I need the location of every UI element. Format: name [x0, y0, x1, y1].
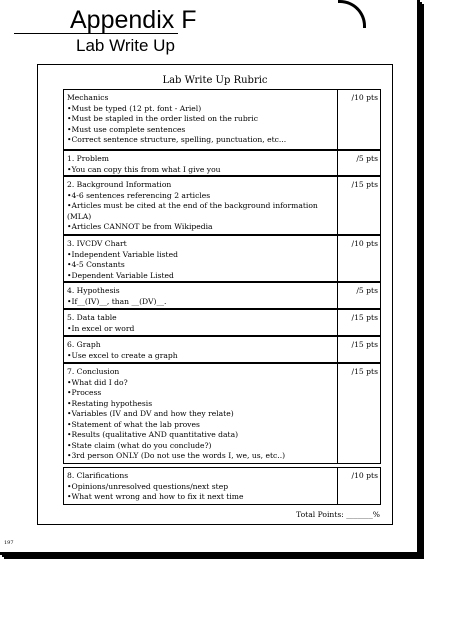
row-heading: 7. Conclusion	[67, 367, 120, 376]
rubric-row-criteria	[64, 364, 338, 463]
row-bullet: •You can copy this from what I give you	[67, 164, 221, 174]
row-heading: Mechanics	[67, 93, 109, 102]
row-bullet: •If__(IV)__, than __(DV)__.	[67, 296, 167, 306]
row-bullet: •What did I do?	[67, 377, 128, 387]
rubric-row-criteria	[64, 236, 338, 281]
rubric-row-graph	[63, 336, 381, 363]
rubric-row-points: /10 pts	[351, 471, 378, 480]
row-bullet: •Results (qualitative AND quantitative data)	[67, 430, 239, 439]
row-bullet: •Use excel to create a graph	[67, 350, 178, 360]
rubric-row-points: /10 pts	[351, 93, 378, 102]
row-bullet: •What went wrong and how to fix it next time	[67, 492, 244, 501]
rubric-row-criteria	[64, 177, 338, 234]
rubric-row-conclusion	[63, 363, 381, 464]
title-underline	[14, 33, 178, 34]
row-heading: 6. Graph	[67, 340, 101, 349]
rubric-row-points: /5 pts	[356, 286, 378, 295]
page-number: 197	[4, 540, 14, 546]
row-bullet: •Must be stapled in the order listed on the rubric	[67, 114, 258, 123]
row-bullet: (MLA)	[67, 211, 92, 221]
rubric-title: Lab Write Up Rubric	[162, 75, 268, 86]
row-bullet: •Statement of what the lab proves	[67, 419, 200, 429]
row-bullet: •3rd person ONLY (Do not use the words I, we, us, etc..)	[67, 451, 286, 460]
row-bullet: •Variables (IV and DV and how they relate)	[67, 409, 234, 418]
row-bullet: •Correct sentence structure, spelling, punctuation, etc...	[67, 135, 287, 144]
total-points: Total Points: _______%	[296, 510, 380, 519]
rubric-row-criteria	[64, 337, 338, 362]
rubric-row-points: /10 pts	[351, 239, 378, 248]
rubric-row-criteria	[64, 283, 338, 308]
row-bullet: •Must be typed (12 pt. font - Ariel)	[67, 103, 202, 113]
rubric-row-hypothesis	[63, 282, 381, 309]
row-bullet: •Opinions/unresolved questions/next step	[67, 481, 229, 491]
row-heading: 3. IVCDV Chart	[67, 239, 127, 248]
row-bullet: •Articles CANNOT be from Wikipedia	[67, 222, 213, 231]
page-subtitle: Lab Write Up	[76, 36, 175, 55]
row-bullet: •Articles must be cited at the end of the background information	[67, 201, 318, 210]
row-bullet: •Dependent Variable Listed	[67, 270, 174, 280]
row-bullet: •Must use complete sentences	[67, 124, 186, 134]
rubric-row-points: /15 pts	[351, 367, 378, 376]
row-heading: 2. Background Information	[67, 180, 172, 189]
rubric-row-points: /15 pts	[351, 180, 378, 189]
row-heading: 1. Problem	[67, 154, 109, 163]
row-bullet: •Independent Variable listed	[67, 249, 178, 259]
rubric-row-criteria	[64, 151, 338, 175]
rubric-box	[37, 64, 393, 525]
row-heading: 4. Hypothesis	[67, 286, 120, 295]
rubric-row-points: /15 pts	[351, 313, 378, 322]
rubric-row-criteria	[64, 468, 338, 504]
rubric-row-ivcdv	[63, 235, 381, 282]
page-title: Appendix F	[70, 6, 197, 34]
row-bullet: •4-5 Constants	[67, 260, 125, 269]
rubric-row-problem	[63, 150, 381, 176]
row-bullet: •Restating hypothesis	[67, 398, 153, 408]
rubric-row-criteria	[64, 90, 338, 149]
row-heading: 5. Data table	[67, 313, 117, 322]
rubric-row-criteria	[64, 310, 338, 335]
row-bullet: •State claim (what do you conclude?)	[67, 440, 212, 450]
rubric-row-clarifications	[63, 467, 381, 505]
row-bullet: •Process	[67, 388, 102, 397]
rubric-row-mechanics	[63, 89, 381, 150]
row-heading: 8. Clarifications	[67, 471, 129, 480]
rubric-row-points: /5 pts	[356, 154, 378, 163]
rubric-row-data-table	[63, 309, 381, 336]
rubric-row-background	[63, 176, 381, 235]
rubric-row-points: /15 pts	[351, 340, 378, 349]
row-bullet: •In excel or word	[67, 323, 135, 333]
row-bullet: •4-6 sentences referencing 2 articles	[67, 190, 211, 200]
